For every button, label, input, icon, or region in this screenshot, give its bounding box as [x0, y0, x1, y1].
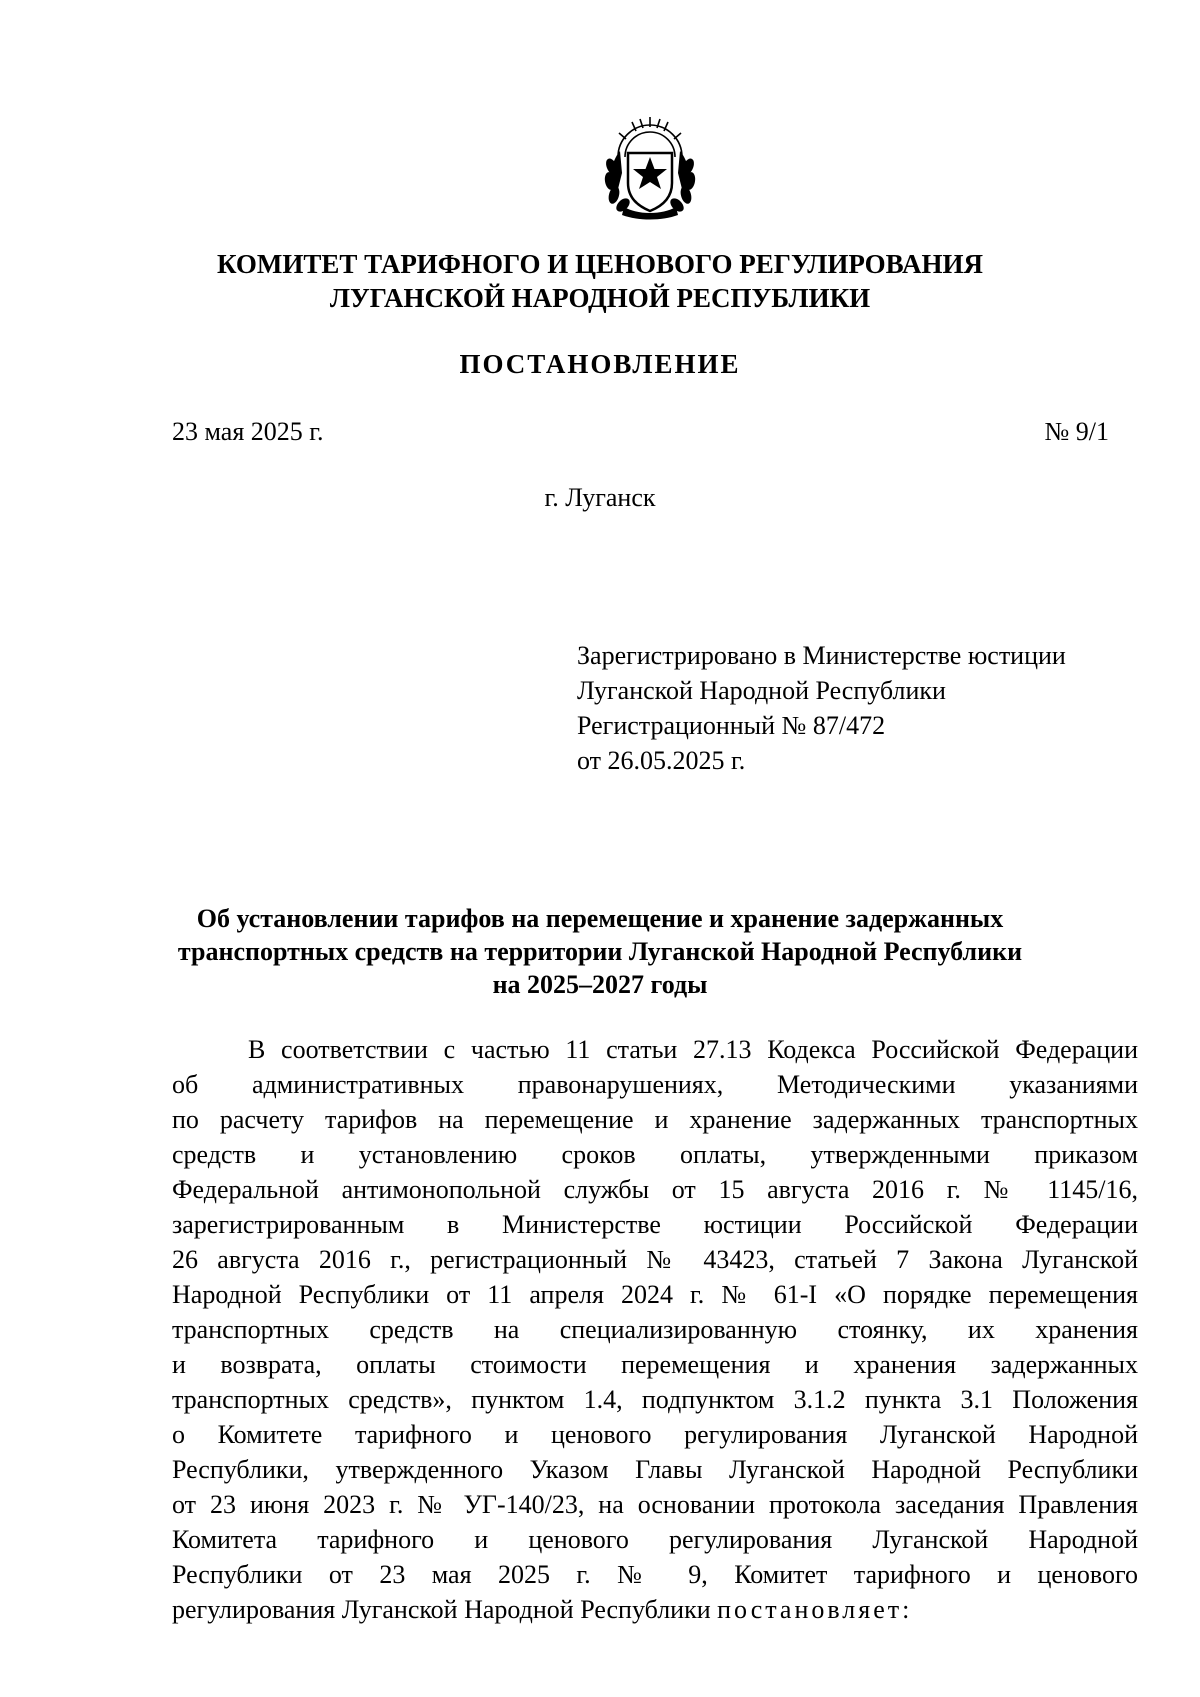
paragraph-line: от 23 июня 2023 г. № УГ-140/23, на основании протокола заседания Правления: [172, 1490, 1138, 1519]
registration-line-2: Луганской Народной Республики: [577, 676, 946, 705]
paragraph-line: транспортных средств», пунктом 1.4, подпунктом 3.1.2 пункта 3.1 Положения: [172, 1385, 1138, 1414]
paragraph-line: Федеральной антимонопольной службы от 15 августа 2016 г. № 1145/16,: [172, 1175, 1138, 1204]
registration-line-1: Зарегистрировано в Министерстве юстиции: [577, 641, 1066, 670]
document-number: № 9/1: [1044, 417, 1109, 446]
resolution-verb: постановляет:: [717, 1595, 913, 1624]
paragraph-line: Республики от 23 мая 2025 г. № 9, Комитет тарифного и ценового: [172, 1560, 1138, 1589]
paragraph-line: о Комитете тарифного и ценового регулирования Луганской Народной: [172, 1420, 1138, 1449]
paragraph-line: зарегистрированным в Министерстве юстиции Российской Федерации: [172, 1210, 1138, 1239]
registration-line-3: Регистрационный № 87/472: [577, 711, 886, 740]
paragraph-line: об административных правонарушениях, Методическими указаниями: [172, 1070, 1138, 1099]
document-date: 23 мая 2025 г.: [172, 417, 324, 446]
document-title-line-3: на 2025–2027 годы: [492, 970, 708, 999]
paragraph-line: средств и установлению сроков оплаты, утвержденными приказом: [172, 1140, 1138, 1169]
document-type-heading: ПОСТАНОВЛЕНИЕ: [459, 349, 741, 379]
document-title: [0, 902, 1200, 1001]
paragraph-line: и возврата, оплаты стоимости перемещения и хранения задержанных: [172, 1350, 1138, 1379]
paragraph-line: Республики, утвержденного Указом Главы Луганской Народной Республики: [172, 1455, 1138, 1484]
registration-stamp: [577, 638, 1066, 778]
state-emblem-icon: [598, 111, 702, 221]
paragraph-line: В соответствии с частью 11 статьи 27.13 Кодекса Российской Федерации: [248, 1035, 1138, 1064]
document-title-line-2: транспортных средств на территории Луганской Народной Республики: [177, 937, 1023, 966]
paragraph-last-line-text: регулирования Луганской Народной Республики: [172, 1595, 711, 1624]
organization-name-line-2: ЛУГАНСКОЙ НАРОДНОЙ РЕСПУБЛИКИ: [329, 283, 871, 313]
registration-line-4: от 26.05.2025 г.: [577, 746, 746, 775]
paragraph-line: по расчету тарифов на перемещение и хранение задержанных транспортных: [172, 1105, 1138, 1134]
organization-name: [0, 247, 1200, 315]
document-city: г. Луганск: [544, 483, 656, 512]
paragraph-line: транспортных средств на специализированную стоянку, их хранения: [172, 1315, 1138, 1344]
paragraph-line: Комитета тарифного и ценового регулирования Луганской Народной: [172, 1525, 1138, 1554]
paragraph-last-line: [172, 1592, 1138, 1627]
preamble-paragraph: [172, 1032, 1138, 1627]
paragraph-line: 26 августа 2016 г., регистрационный № 43423, статьей 7 Закона Луганской: [172, 1245, 1138, 1274]
document-title-line-1: Об установлении тарифов на перемещение и хранение задержанных: [196, 904, 1004, 933]
paragraph-line: Народной Республики от 11 апреля 2024 г. № 61-I «О порядке перемещения: [172, 1280, 1138, 1309]
organization-name-line-1: КОМИТЕТ ТАРИФНОГО И ЦЕНОВОГО РЕГУЛИРОВАНИЯ: [216, 249, 983, 279]
